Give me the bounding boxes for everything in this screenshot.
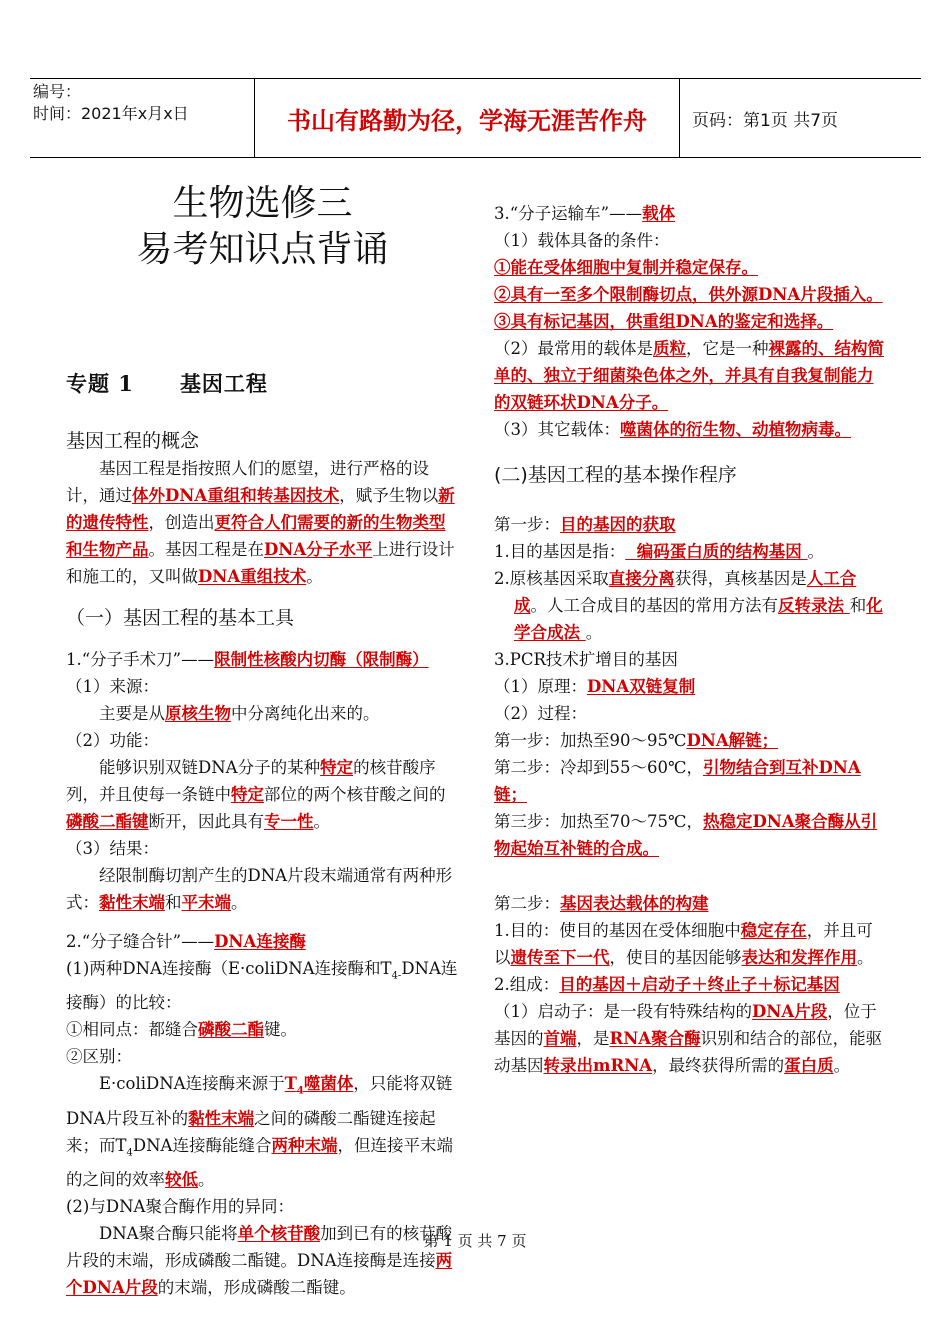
diff-label: ②区别：: [66, 1047, 132, 1067]
number-label: 编号：: [33, 82, 82, 101]
p1-text: 1.目的基因是指： 编码蛋白质的结构基因 。: [494, 542, 824, 561]
header-meta: [30, 79, 254, 157]
result-text: 经限制酶切割产生的DNA片段末端通常有两种形式：黏性末端和平末端。: [66, 866, 453, 912]
concept-heading: 基因工程的概念: [66, 430, 200, 452]
p2-text: 2.原核基因采取直接分离获得，真核基因是人工合成。人工合成目的基因的常用方法有反转录法 和化学合成法 。: [494, 569, 883, 642]
source-text: 主要是从原核生物中分离纯化出来的。: [99, 704, 380, 723]
procedure-heading: (二)基因工程的基本操作程序: [494, 464, 737, 486]
common-vehicle: （2）最常用的载体是质粒，它是一种裸露的、结构简单的、独立于细菌染色体之外，并具有自我复制能力的双链环状DNA分子。: [494, 339, 884, 412]
same-text: ①相同点：都缝合磷酸二酯键。: [66, 1020, 297, 1040]
page-footer: 第 1 页 共 7 页: [423, 1232, 527, 1250]
header-motto: 书山有路勤为径，学海无涯苦作舟: [254, 79, 680, 157]
left-column: [66, 180, 459, 1301]
poly-label: (2)与DNA聚合酶作用的异同：: [66, 1196, 294, 1216]
process-label: （2）过程：: [494, 704, 587, 723]
tools-heading: （一）基因工程的基本工具: [66, 607, 295, 629]
topic-prefix: 专题 1: [66, 371, 134, 396]
p3-text: 3.PCR技术扩增目的基因: [494, 650, 678, 669]
step2-heading: 第二步：基因表达载体的构建: [494, 894, 709, 913]
header-page-info: 页码：第1页 共7页: [692, 110, 839, 131]
right-column: [494, 200, 886, 1079]
needle-item: 2.“分子缝合针”——DNA连接酶: [66, 932, 306, 951]
cond-1: ①能在受体细胞中复制并稳定保存。: [494, 258, 758, 277]
step1-heading: 第一步：目的基因的获取: [494, 515, 676, 534]
time-label: 时间：2021年x月x日: [33, 104, 189, 123]
vehicle-item: 3.“分子运输车”——载体: [494, 204, 676, 223]
cond-3: ③具有标记基因，供重组DNA的鉴定和选择。: [494, 312, 834, 331]
promoter-text: （1）启动子：是一段有特殊结构的DNA片段，位于基因的首端，是RNA聚合酶识别和结合的部位，能驱动基因转录出mRNA，最终获得所需的蛋白质。: [494, 1002, 883, 1075]
concept-paragraph: 基因工程是指按照人们的愿望，进行严格的设计，通过体外DNA重组和转基因技术，赋予生物以新的遗传特性，创造出更符合人们需要的新的生物类型和生物产品。基因工程是在DNA分子水平上进行设计和施工的，又叫做DNA重组技术。: [66, 459, 455, 586]
page-header: [30, 78, 921, 158]
title-line2: 易考知识点背诵: [136, 229, 389, 270]
principle-text: （1）原理：DNA双链复制: [494, 677, 696, 696]
g1-text: 1.目的：使目的基因在受体细胞中稳定存在，并且可以遗传至下一代，使目的基因能够表达和发挥作用。: [494, 921, 874, 967]
pcr-step3: 第三步：加热至70～75℃，热稳定DNA聚合酶从引物起始互补链的合成。: [494, 812, 878, 858]
func-label: （2）功能：: [66, 731, 159, 750]
source-label: （1）来源：: [66, 677, 159, 696]
title-line1: 生物选修三: [172, 183, 353, 224]
cond-label: （1）载体具备的条件：: [494, 231, 670, 250]
diff-text: E·coliDNA连接酶来源于$T_4$噬菌体，只能将双链DNA片段互补的黏性末端之间的磷酸二酯键连接起来；而$T_4DNA$连接酶能缝合两种末端，但连接平末端的之间的效率较低。: [66, 1074, 453, 1189]
pcr-step1: 第一步：加热至90～95℃DNA解链；: [494, 731, 779, 750]
cond-2: ②具有一至多个限制酶切点，供外源DNA片段插入。: [494, 285, 883, 304]
poly-text: DNA聚合酶只能将单个核苷酸加到已有的核苷酸片段的末端，形成磷酸二酯键。DNA连接酶是连接两个DNA片段的末端，形成磷酸二酯键。: [66, 1223, 453, 1297]
pcr-step2: 第二步：冷却到55～60℃，引物结合到互补DNA链；: [494, 758, 861, 804]
g2-text: 2.组成：目的基因＋启动子＋终止子＋标记基因: [494, 975, 840, 994]
knife-item: 1.“分子手术刀”——限制性核酸内切酶（限制酶）: [66, 650, 429, 669]
result-label: （3）结果：: [66, 839, 159, 858]
topic-heading: [66, 370, 459, 397]
other-vehicle: （3）其它载体：噬菌体的衍生物、动植物病毒。: [494, 420, 851, 439]
func-text: 能够识别双链DNA分子的某种特定的核苷酸序列，并且使每一条链中特定部位的两个核苷酸之间的磷酸二酯键断开，因此具有专一性。: [66, 758, 446, 831]
compare-text: (1)两种DNA连接酶（E·coliDNA连接酶和$T_{4-}DNA$连接酶）的比较：: [66, 959, 458, 1013]
topic-name: 基因工程: [179, 371, 268, 396]
